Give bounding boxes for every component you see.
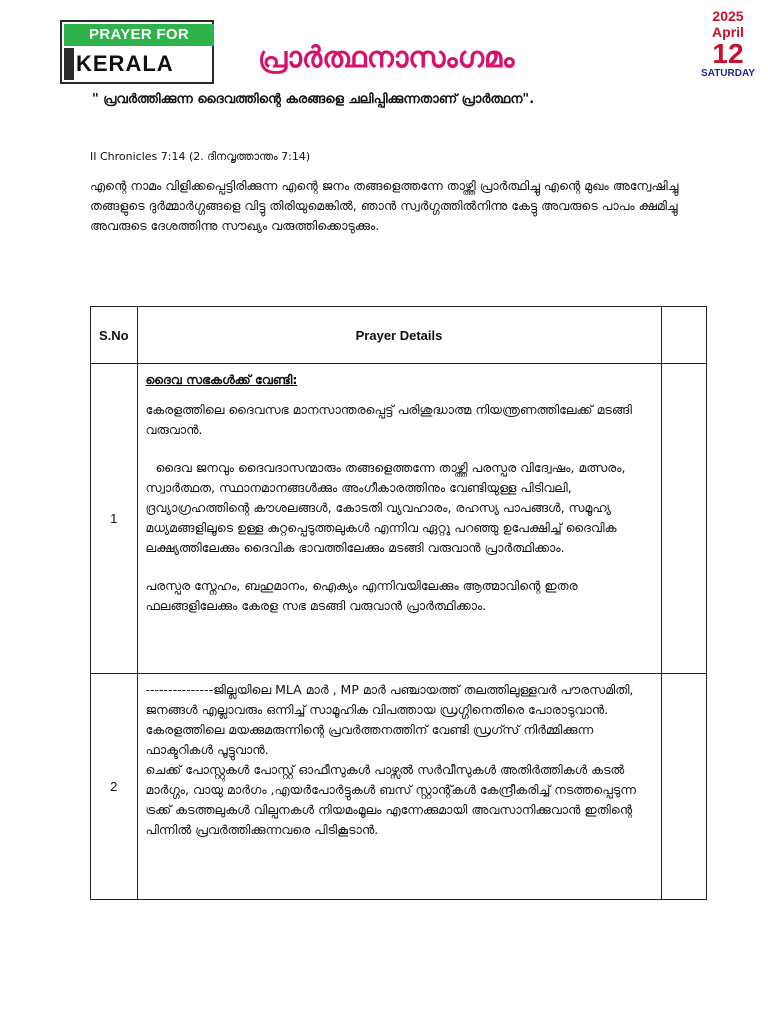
header-details: Prayer Details — [137, 307, 661, 364]
logo-line2: KERALA — [76, 51, 174, 76]
row-details — [137, 364, 661, 674]
row-sno: 2 — [91, 674, 138, 900]
row-empty-cell — [661, 364, 706, 674]
paragraph: ---------------ജില്ലയിലെ MLA മാർ , MP മാർ പഞ്ചായത്ത് തലത്തിലുള്ളവർ പൗരസമിതി, ജനങ്ങൾ എല്ലാവരും ഒന്നിച്ച് സാമൂഹിക വിപത്തായ ഡ്രഗ്ഗിനെതിരെ പോരാടുവാൻ. — [145, 682, 634, 717]
tagline-quote: " പ്രവർത്തിക്കുന്ന ദൈവത്തിന്റെ കരങ്ങളെ ചലിപ്പിക്കുന്നതാണ് പ്രാർത്ഥന". — [92, 92, 535, 107]
paragraph: ചെക്ക് പോസ്റ്റുകൾ പോസ്റ്റ് ഓഫീസുകൾ പാഴ്സൽ സർവീസുകൾ അതിർത്തികൾ കടൽ മാർഗ്ഗം, വായു മാർഗം ,എയർപോർട്ടുകൾ ബസ് സ്റ്റാന്റ്കൾ കേന്ദ്രീകരിച്ച് നടത്തപ്പെടുന്ന ട്രക്ക് കടത്തലുകൾ വില്പനകൾ നിയമംമൂലം എന്നേക്കുമായി അവസാനിക്കുവാൻ ഇതിന്റെ പിന്നിൽ പ്രവർത്തിക്കുന്നവരെ പിടികൂടാൻ. — [145, 762, 636, 837]
row-sno: 1 — [91, 364, 138, 674]
table-row — [91, 364, 707, 674]
logo-accent — [64, 48, 74, 80]
date-month: April — [712, 24, 744, 40]
paragraph: കേരളത്തിലെ ദൈവസഭ മാനസാന്തരപ്പെട്ട് പരിശുദ്ധാത്മ നിയന്ത്രണത്തിലേക്ക് മടങ്ങി വരുവാൻ. — [145, 402, 632, 437]
prayer-table — [90, 306, 707, 900]
row-empty-cell — [661, 674, 706, 900]
prayer-for-kerala-logo — [60, 20, 218, 82]
page-title: പ്രാർത്ഥനാസംഗമം — [258, 40, 515, 74]
table-header-row — [91, 307, 707, 364]
date-day: 12 — [712, 38, 744, 69]
date-year: 2025 — [712, 8, 744, 24]
header-empty — [661, 307, 706, 364]
paragraph: പരസ്പര സ്നേഹം, ബഹുമാനം, ഐക്യം എന്നിവയിലേക്കും ആത്മാവിന്റെ ഇതര ഫലങ്ങളിലേക്കും കേരള സഭ മടങ്ങി വരുവാൻ പ്രാർത്ഥിക്കാം. — [145, 578, 578, 613]
paragraph: ദൈവ ജനവും ദൈവദാസന്മാരും തങ്ങളെത്തന്നേ താഴ്ത്തി പരസ്പര വിദ്വേഷം, മത്സരം, സ്വാർത്ഥത, സ്ഥാനമാനങ്ങൾക്കും അംഗീകാരത്തിനും വേണ്ടിയുള്ള പിടിവലി, ദ്രവ്യാഗ്രഹത്തിന്റെ കൗശലങ്ങൾ, കോടതി വ്യവഹാരം, രഹസ്യ പാപങ്ങൾ, സമൂഹ്യ മധ്യമങ്ങളിലൂടെ ഉള്ള കുറ്റപ്പെടുത്തലുകൾ എന്നിവ ഏറ്റു പറഞ്ഞു ഉപേക്ഷിച്ച് ദൈവിക ലക്ഷ്യത്തിലേക്കും ദൈവിക ഭാവത്തിലേക്കും മടങ്ങി വരുവാൻ പ്രാർത്ഥിക്കാം. — [145, 460, 626, 555]
bible-verse: എന്റെ നാമം വിളിക്കപ്പെട്ടിരിക്കുന്ന എന്റെ ജനം തങ്ങളെത്തന്നേ താഴ്ത്തി പ്രാർത്ഥിച്ചു എന്റെ മുഖം അന്വേഷിച്ചു തങ്ങളുടെ ദുർമ്മാർഗ്ഗങ്ങളെ വിട്ടു തിരിയുമെങ്കിൽ, ഞാൻ സ്വർഗ്ഗത്തിൽനിന്നു കേട്ടു അവരുടെ പാപം ക്ഷമിച്ചു അവരുടെ ദേശത്തിന്നു സൗഖ്യം വരുത്തിക്കൊടുക്കും. — [90, 178, 679, 233]
bible-reference: II Chronicles 7:14 (2. ദിനവൃത്താന്തം 7:14) — [90, 150, 311, 163]
header-sno: S.No — [91, 307, 138, 364]
date-weekday: SATURDAY — [701, 68, 755, 79]
row-details — [137, 674, 661, 900]
logo-line1: PRAYER FOR — [64, 24, 214, 46]
table-row — [91, 674, 707, 900]
section-heading: ദൈവ സഭകൾക്ക് വേണ്ടി: — [145, 372, 298, 387]
paragraph: കേരളത്തിലെ മയക്കുമരുന്നിന്റെ പ്രവർത്തനത്തിന് വേണ്ടി ഡ്രഗ്സ് നിർമ്മിക്കുന്ന ഫാക്ടറികൾ പൂട്ടുവാൻ. — [145, 722, 594, 757]
date-badge — [700, 8, 756, 80]
